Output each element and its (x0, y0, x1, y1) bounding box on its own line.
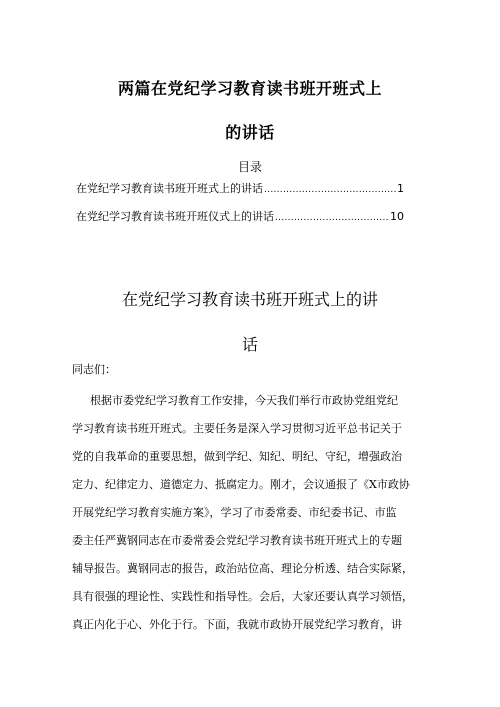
body-line: 委主任严冀钢同志在市委常委会党纪学习教育读书班开班式上的专题 (72, 534, 402, 547)
toc-entry-2[interactable] (76, 208, 404, 224)
body-line: 开展党纪学习教育实施方案》，学习了市委常委、市纪委书记、市监 (72, 506, 397, 519)
document-title-line-1: 两篇在党纪学习教育读书班开班式上 (117, 79, 382, 98)
section-heading-line-2: 话 (241, 335, 258, 354)
body-line: 定力、纪律定力、道德定力、抵腐定力。刚才，会议通报了《X市政协 (72, 478, 410, 491)
toc-entry-2-page[interactable]: 10 (390, 210, 404, 223)
body-line: 具有很强的理论性、实践性和指导性。会后，大家还要认真学习领悟， (72, 590, 413, 603)
section-heading-line-1: 在党纪学习教育读书班开班式上的讲 (121, 290, 378, 309)
body-line: 真正内化于心、外化于行。下面，我就市政协开展党纪学习教育，讲 (72, 618, 402, 631)
toc-entry-1-page[interactable]: 1 (397, 182, 404, 195)
toc-leader-dots (275, 213, 389, 223)
toc-heading: 目录 (237, 160, 262, 174)
toc-leader-dots (264, 185, 396, 195)
body-line: 根据市委党纪学习教育工作安排，今天我们举行市政协党组党纪 (90, 394, 398, 407)
toc-entry-1-text[interactable]: 在党纪学习教育读书班开班式上的讲话 (76, 182, 263, 195)
document-title-line-2: 的讲话 (225, 123, 275, 142)
toc-entry-2-text[interactable]: 在党纪学习教育读书班开班仪式上的讲话 (76, 210, 274, 223)
body-line: 党的自我革命的重要思想，做到学纪、知纪、明纪、守纪，增强政治 (72, 450, 402, 463)
body-line: 辅导报告。冀钢同志的报告，政治站位高、理论分析透、结合实际紧， (72, 562, 413, 575)
toc-entry-1[interactable] (76, 180, 404, 196)
greeting: 同志们： (72, 363, 116, 376)
body-line: 学习教育读书班开班式。主要任务是深入学习贯彻习近平总书记关于 (72, 422, 402, 435)
